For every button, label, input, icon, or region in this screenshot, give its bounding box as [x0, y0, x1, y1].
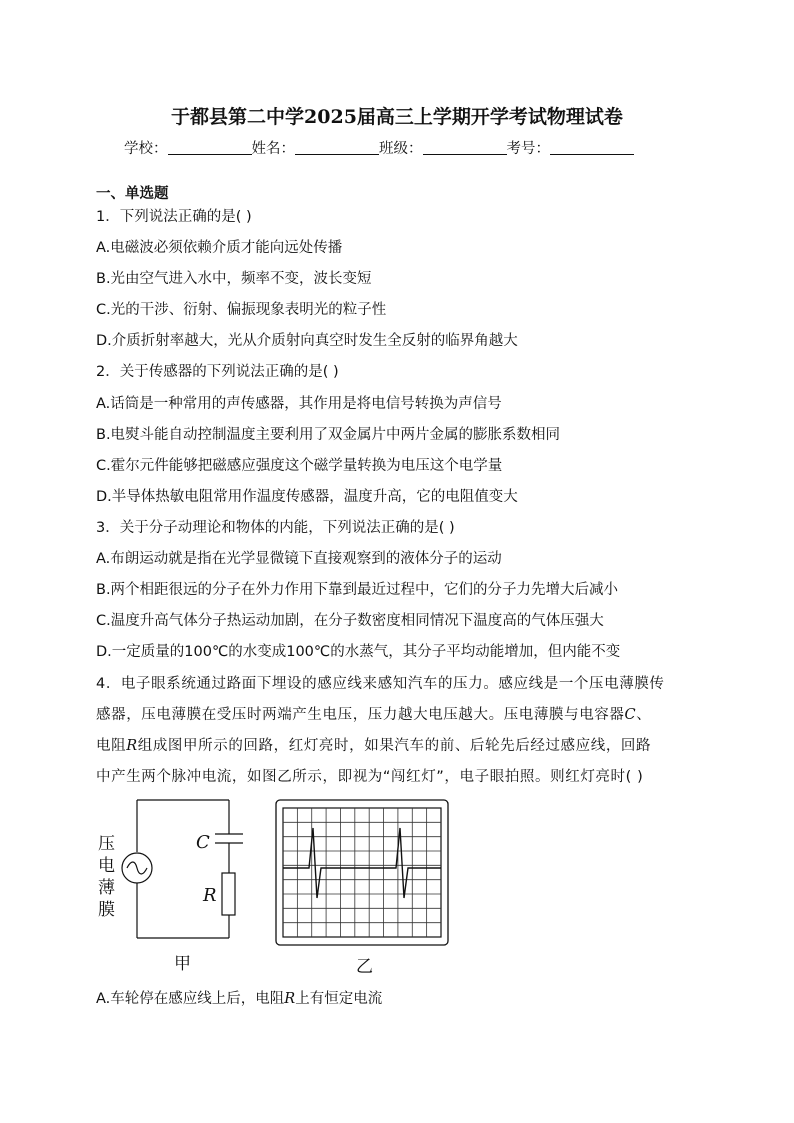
name-blank[interactable] — [295, 140, 379, 155]
question-1-option-d: D.介质折射率越大，光从介质射向真空时发生全反射的临界角越大 — [96, 333, 518, 349]
question-4-line-2 — [96, 703, 651, 724]
number-blank[interactable] — [550, 140, 634, 155]
student-info-line — [124, 137, 634, 158]
school-blank[interactable] — [168, 140, 252, 155]
figure-yi-caption: 乙 — [356, 957, 373, 977]
figure-jia-caption: 甲 — [174, 954, 191, 974]
question-2-option-a: A.话筒是一种常用的声传感器，其作用是将电信号转换为声信号 — [96, 396, 502, 412]
question-3-option-b: B.两个相距很远的分子在外力作用下靠到最近过程中，它们的分子力先增大后减小 — [96, 582, 619, 598]
section-title: 一、单选题 — [96, 186, 169, 202]
question-4-line-1: 4．电子眼系统通过路面下埋设的感应线来感知汽车的压力。感应线是一个压电薄膜传 — [96, 676, 665, 692]
school-label: 学校： — [124, 141, 168, 157]
question-4-line-2-punct: 、 — [636, 707, 652, 723]
circuit-figure-jia — [92, 793, 252, 978]
pulse-waveform — [283, 828, 441, 898]
question-4-line-3 — [96, 734, 651, 755]
capacitor-label: C — [196, 832, 210, 853]
question-2-option-c: C.霍尔元件能够把磁感应强度这个磁学量转换为电压这个电学量 — [96, 458, 503, 474]
resistor-label: R — [203, 885, 217, 906]
question-4-option-a-rest: 上有恒定电流 — [295, 991, 383, 1007]
question-2-option-b: B.电熨斗能自动控制温度主要利用了双金属片中两片金属的膨胀系数相同 — [96, 427, 561, 443]
resistor-box — [222, 873, 235, 915]
question-3-stem: 3．关于分子动理论和物体的内能，下列说法正确的是( ) — [96, 520, 455, 536]
film-label-2: 电 — [98, 856, 115, 876]
capacitor-symbol-text: C — [624, 707, 637, 723]
name-label: 姓名： — [251, 141, 295, 157]
class-label: 班级： — [379, 141, 423, 157]
question-1-option-c: C.光的干涉、衍射、偏振现象表明光的粒子性 — [96, 302, 387, 318]
question-1-stem: 1．下列说法正确的是( ) — [96, 209, 252, 225]
class-blank[interactable] — [423, 140, 507, 155]
number-label: 考号： — [506, 141, 550, 157]
question-2-option-d: D.半导体热敏电阻常用作温度传感器，温度升高，它的电阻值变大 — [96, 489, 518, 505]
question-4-option-a-text: A.车轮停在感应线上后，电阻 — [96, 991, 285, 1007]
question-4-line-3-rest: 组成图甲所示的回路，红灯亮时，如果汽车的前、后轮先后经过感应线，回路 — [137, 738, 652, 754]
question-4-line-3-text: 电阻 — [96, 738, 127, 754]
question-1-option-a: A.电磁波必须依赖介质才能向远处传播 — [96, 240, 343, 256]
resistor-symbol-text: R — [126, 738, 138, 754]
oscilloscope-figure-yi — [272, 795, 457, 980]
question-4-line-2-text: 感器，压电薄膜在受压时两端产生电压，压力越大电压越大。压电薄膜与电容器 — [96, 707, 625, 723]
film-label-4: 膜 — [98, 900, 115, 920]
question-1-option-b: B.光由空气进入水中，频率不变，波长变短 — [96, 271, 372, 287]
question-4-option-a — [96, 987, 382, 1008]
question-2-stem: 2．关于传感器的下列说法正确的是( ) — [96, 364, 339, 380]
exam-title: 于都县第二中学2025届高三上学期开学考试物理试卷 — [171, 106, 623, 128]
film-label-3: 薄 — [98, 878, 115, 898]
question-3-option-a: A.布朗运动就是指在光学显微镜下直接观察到的液体分子的运动 — [96, 551, 502, 567]
question-4-option-a-symbol: R — [284, 991, 296, 1007]
question-3-option-d: D.一定质量的100℃的水变成100℃的水蒸气，其分子平均动能增加，但内能不变 — [96, 644, 621, 660]
question-3-option-c: C.温度升高气体分子热运动加剧，在分子数密度相同情况下温度高的气体压强大 — [96, 613, 604, 629]
film-label-1: 压 — [98, 834, 115, 854]
question-4-line-4: 中产生两个脉冲电流，如图乙所示，即视为“闯红灯”，电子眼拍照。则红灯亮时( ) — [96, 769, 644, 785]
